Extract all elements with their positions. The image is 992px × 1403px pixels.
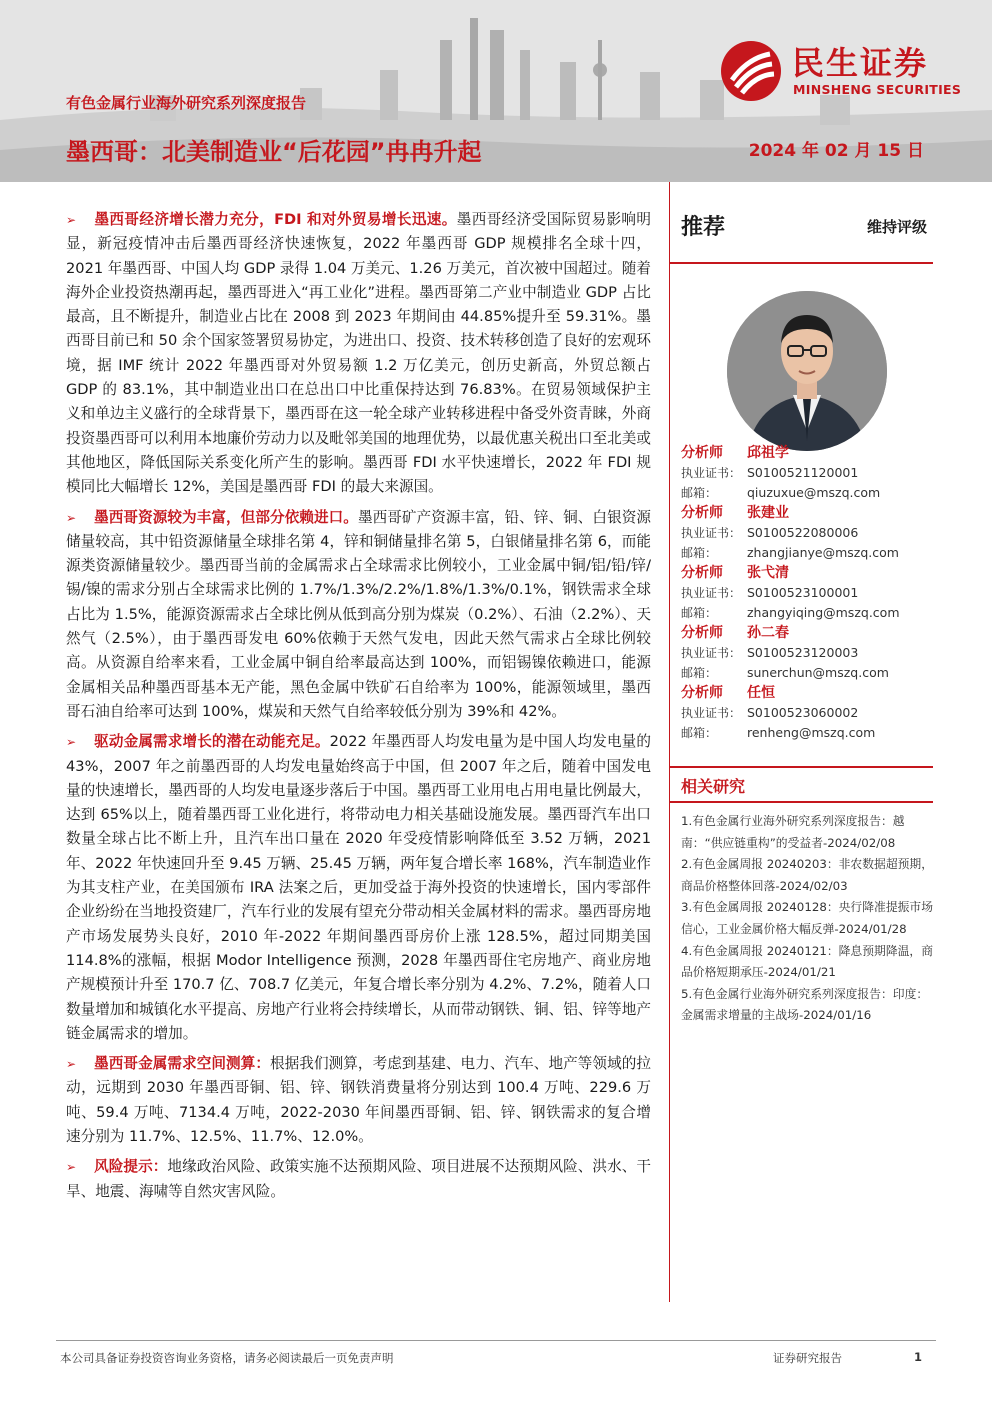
- analyst-title: 分析师: [681, 685, 723, 701]
- report-date: 2024 年 02 月 15 日: [748, 141, 924, 161]
- paragraph-lead: 驱动金属需求增长的潜在动能充足。: [94, 733, 330, 751]
- arrow-bullet-icon: ➢: [66, 1160, 77, 1175]
- arrow-bullet-icon: ➢: [66, 1057, 77, 1072]
- email-label: 邮箱：: [681, 546, 718, 560]
- paragraph-body: 地缘政治风险、政策实施不达预期风险、项目进展不达预期风险、洪水、干旱、地震、海啸等自然灾害风险。: [66, 1158, 651, 1200]
- analyst-email[interactable]: zhangjianye@mszq.com: [747, 545, 899, 560]
- column-divider: [669, 182, 670, 1302]
- paragraph-lead: 墨西哥资源较为丰富，但部分依赖进口。: [94, 508, 358, 526]
- report-title: 墨西哥：北美制造业“后花园”冉冉升起: [66, 138, 482, 166]
- analyst-portrait-image: [727, 291, 887, 451]
- analyst-name: 张建业: [747, 505, 789, 521]
- email-label: 邮箱：: [681, 486, 718, 500]
- analyst-cert: S0100523100001: [747, 585, 859, 600]
- rating-block: [681, 210, 933, 256]
- analyst-list: [681, 443, 933, 743]
- analyst-photo: [727, 291, 887, 451]
- footer-divider: [56, 1340, 936, 1341]
- email-label: 邮箱：: [681, 606, 718, 620]
- paragraph-body: 墨西哥矿产资源丰富，铅、锌、铜、白银资源储量较高，其中铅资源储量全球排名第 4，锌和铜储量排名第 5，白银储量排名第 6，而能源类资源储量较少。墨西哥当前的金属需求占全球需求比例较小，工业金属中铜/铝/铅/锌/锡/镍的需求分别占全球需求比例的 1.7%/1.3%/2.2%/1.8%/1.3%/0.1%，钢铁需求全球占比为 1.5%，能源资源需求占全球比例从低到高分别为煤炭（0.2%）、石油（2.2%）、天然气（2.5%），由于墨西哥发电 60%依赖于天然气发电，因此天然气需求占全球比例较高。从资源自给率来看，工业金属中铜自给率最高达到 100%，而铝锡镍依赖进口，能源金属相关品种墨西哥基本无产能，黑色金属中铁矿石自给率为 100%，能源领域里，墨西哥石油自给率可达到 100%，煤炭和天然气自给率较低分别为 39%和 42%。: [66, 508, 651, 720]
- arrow-bullet-icon: ➢: [66, 213, 77, 227]
- minsheng-logo-mark-icon: [720, 40, 782, 102]
- related-item[interactable]: 4.有色金属周报 20240121：降息预期降温，商品价格短期承压-2024/01/21: [681, 943, 934, 980]
- analyst-entry: [681, 443, 933, 503]
- paragraph-body: 墨西哥经济受国际贸易影响明显，新冠疫情冲击后墨西哥经济快速恢复，2022 年墨西哥 GDP 规模排名全球十四，2021 年墨西哥、中国人均 GDP 录得 1.04 万美元、1.26 万美元，首次被中国超过。随着海外企业投资热潮再起，墨西哥进入“再工业化”进程。墨西哥第二产业中制造业 GDP 占比最高，且不断提升，制造业占比在 2008 到 2023 年期间由 44.85%提升至 59.31%。墨西哥目前已和 50 余个国家签署贸易协定，为进出口、投资、技术转移创造了良好的宏观环境，据 IMF 统计 2022 年墨西哥对外贸易额 1.2 万亿美元，创历史新高，外贸总额占 GDP 的 83.1%，其中制造业出口在总出口中比重保持达到 76.83%。在贸易领域保护主义和单边主义盛行的全球背景下，墨西哥在这一轮全球产业转移进程中备受外资青睐，外商投资墨西哥可以利用本地廉价劳动力以及毗邻美国的地理优势，以最优惠关税出口至北美或其他地区，降低国际关系变化所产生的影响。墨西哥 FDI 水平快速增长，2022 年 FDI 规模同比大幅增长 12%，美国是墨西哥 FDI 的最大来源国。: [66, 211, 651, 496]
- sidebar: [681, 210, 934, 1023]
- analyst-email[interactable]: sunerchun@mszq.com: [747, 665, 889, 680]
- related-research: [681, 766, 933, 1027]
- analyst-entry: [681, 623, 933, 683]
- analyst-name: 邱祖学: [747, 445, 789, 461]
- footer-disclaimer: 本公司具备证券投资咨询业务资格，请务必阅读最后一页免责声明: [60, 1351, 394, 1365]
- arrow-bullet-icon: ➢: [66, 735, 77, 750]
- cert-label: 执业证书：: [681, 466, 742, 480]
- email-label: 邮箱：: [681, 666, 718, 680]
- cert-label: 执业证书：: [681, 706, 742, 720]
- summary-paragraph: [66, 1052, 651, 1149]
- analyst-email[interactable]: zhangyiqing@mszq.com: [747, 605, 900, 620]
- analyst-name: 张弋清: [747, 565, 789, 581]
- related-item[interactable]: 2.有色金属周报 20240203：非农数据超预期，商品价格整体回落-2024/02/03: [681, 857, 934, 893]
- rating-value: 推荐: [681, 215, 726, 240]
- analyst-cert: S0100523060002: [747, 705, 859, 720]
- rating-divider: [669, 262, 933, 264]
- report-series: 有色金属行业海外研究系列深度报告: [66, 94, 307, 112]
- analyst-email[interactable]: renheng@mszq.com: [747, 725, 876, 740]
- analyst-email[interactable]: qiuzuxue@mszq.com: [747, 485, 881, 500]
- analyst-name: 孙二春: [747, 625, 789, 641]
- summary-paragraph: [66, 1155, 651, 1204]
- related-item[interactable]: 1.有色金属行业海外研究系列深度报告：越南：“供应链重构”的受益者-2024/02/08: [681, 814, 905, 850]
- analyst-entry: [681, 563, 933, 623]
- paragraph-lead: 墨西哥经济增长潜力充分，FDI 和对外贸易增长迅速。: [94, 211, 457, 228]
- footer-doc-type: 证券研究报告: [773, 1351, 842, 1365]
- related-item[interactable]: 5.有色金属行业海外研究系列深度报告：印度：金属需求增量的主战场-2024/01/16: [681, 986, 929, 1023]
- logo-english-name: MINSHENG SECURITIES: [793, 82, 962, 97]
- related-item[interactable]: 3.有色金属周报 20240128：央行降准提振市场信心，工业金属价格大幅反弹-2024/01/28: [681, 900, 934, 936]
- header-banner: [0, 0, 992, 182]
- analyst-entry: [681, 683, 933, 743]
- main-content: [66, 208, 651, 1210]
- page-number: 1: [914, 1350, 923, 1364]
- summary-paragraph: [66, 506, 651, 725]
- minsheng-logo: [720, 38, 970, 102]
- arrow-bullet-icon: ➢: [66, 510, 77, 525]
- cert-label: 执业证书：: [681, 646, 742, 660]
- paragraph-body: 2022 年墨西哥人均发电量为是中国人均发电量的 43%，2007 年之前墨西哥的人均发电量始终高于中国，但 2007 年之后，随着中国发电量的快速增长，墨西哥的人均发电量逐步落后于中国。墨西哥工业用电占用电量比例最大，达到 65%以上，随着墨西哥工业化进行，将带动电力相关基础设施发展。墨西哥汽车出口数量全球占比不断上升，且汽车出口量在 2020 年受疫情影响降低至 3.52 万辆，2021 年、2022 年快速回升至 9.45 万辆、25.45 万辆，两年复合增长率 168%，汽车制造业作为其支柱产业，在美国颁布 IRA 法案之后，更加受益于海外投资的快速增长，国内零部件企业纷纷在当地投资建厂，汽车行业的发展有望充分带动相关金属材料的需求。墨西哥房地产市场发展势头良好，2010 年-2022 年期间墨西哥房价上涨 128.5%，超过同期美国 114.8%的涨幅，根据 Modor Intelligence 预测，2028 年墨西哥住宅房地产、商业房地产规模预计升至 170.7 亿、708.7 亿美元，年复合增长率分别为 4.2%、7.2%，随着人口数量增加和城镇化水平提高、房地产行业将会持续增长，从而带动钢铁、铜、铝、锌等地产链金属需求的增加。: [66, 733, 651, 1042]
- summary-paragraph: [66, 730, 651, 1046]
- analyst-cert: S0100522080006: [747, 525, 859, 540]
- analyst-cert: S0100521120001: [747, 465, 859, 480]
- summary-paragraph: [66, 208, 651, 500]
- analyst-name: 任恒: [747, 685, 775, 701]
- analyst-title: 分析师: [681, 625, 723, 641]
- related-title: 相关研究: [681, 777, 746, 796]
- related-divider: [669, 801, 933, 803]
- logo-chinese-name: 民生证券: [792, 44, 929, 82]
- cert-label: 执业证书：: [681, 586, 742, 600]
- rating-note: 维持评级: [866, 218, 927, 236]
- paragraph-body: 根据我们测算，考虑到基建、电力、汽车、地产等领域的拉动，远期到 2030 年墨西哥铜、铝、锌、钢铁消费量将分别达到 100.4 万吨、229.6 万吨、59.4 万吨、7134.4 万吨，2022-2030 年间墨西哥铜、铝、锌、钢铁需求的复合增速分别为 11.7%、12.5%、11.7%、12.0%。: [66, 1055, 651, 1145]
- analyst-title: 分析师: [681, 565, 723, 581]
- analyst-title: 分析师: [681, 445, 723, 461]
- analyst-title: 分析师: [681, 505, 723, 521]
- analyst-cert: S0100523120003: [747, 645, 859, 660]
- related-list: [681, 811, 933, 1027]
- paragraph-lead: 墨西哥金属需求空间测算：: [94, 1055, 270, 1073]
- analyst-entry: [681, 503, 933, 563]
- cert-label: 执业证书：: [681, 526, 742, 540]
- paragraph-lead: 风险提示：: [94, 1158, 168, 1176]
- email-label: 邮箱：: [681, 726, 718, 740]
